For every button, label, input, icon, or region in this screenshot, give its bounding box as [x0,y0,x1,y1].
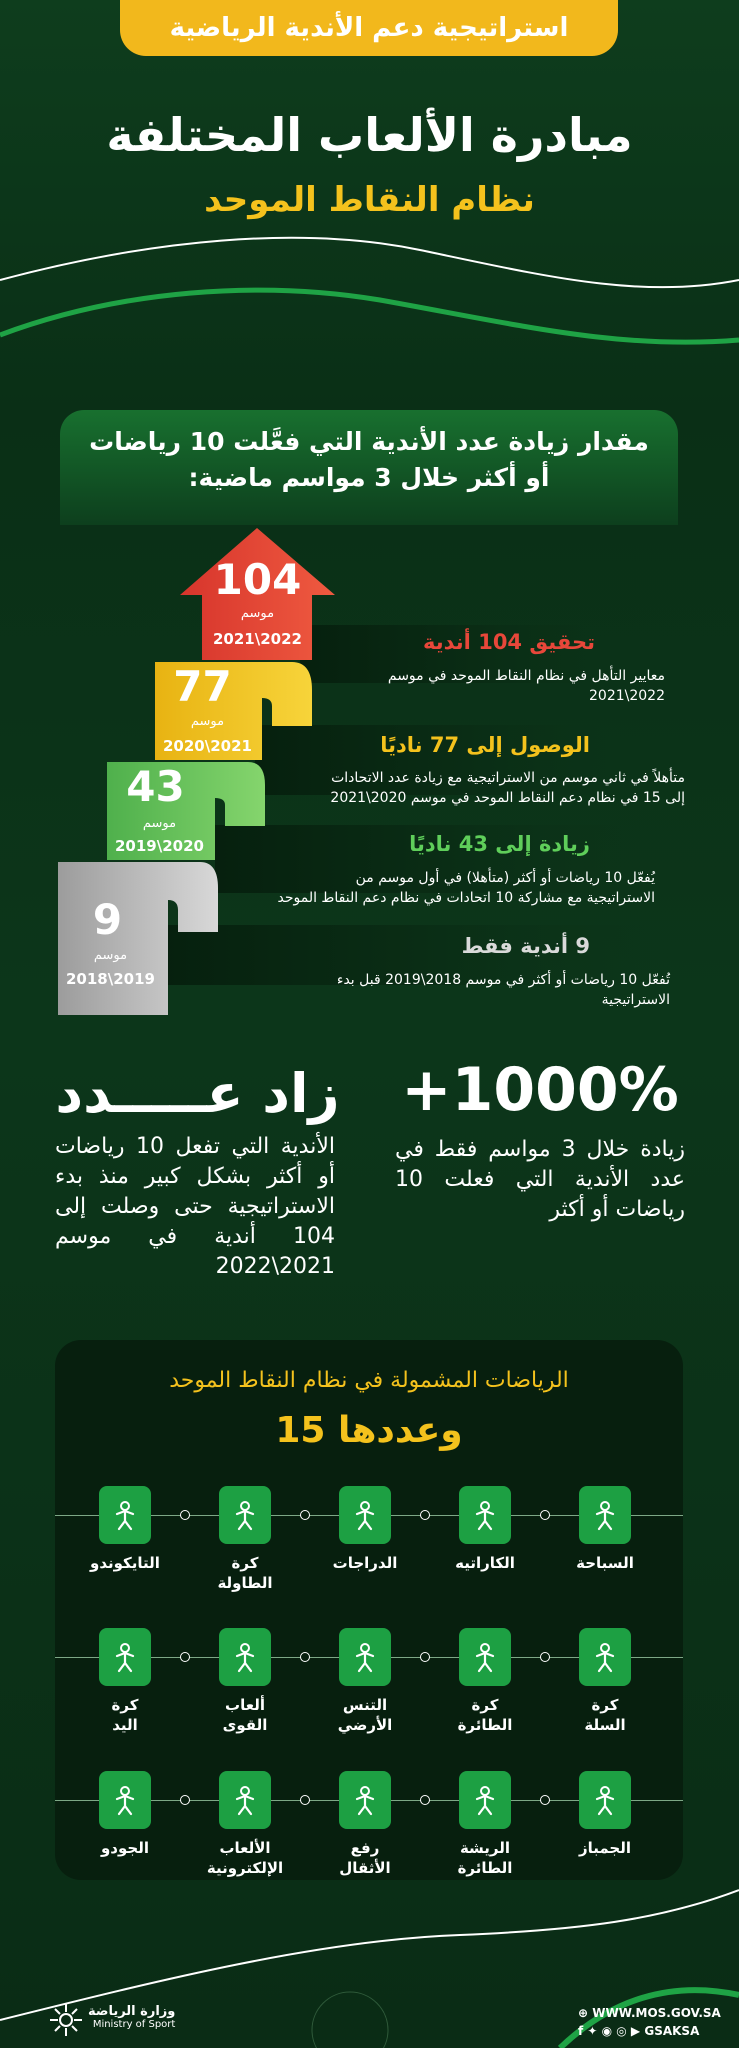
question-line-2: أو أكثر خلال 3 مواسم ماضية: [188,463,550,492]
sports-panel-title: الرياضات المشمولة في نظام النقاط الموحد [169,1368,569,1393]
website-url[interactable] [578,2006,721,2020]
ministry-logo-text [88,2005,175,2031]
growth-percentage: +1000% [401,1055,679,1125]
sports-row-dot [180,1510,190,1520]
sport-label-line2: الأرضي [337,1716,393,1734]
sport-label-line1: الألعاب [219,1839,271,1857]
social-handle-text: GSAKSA [644,2024,700,2038]
sports-row-dot [300,1652,310,1662]
sport-label-line2: الطائرة [457,1716,513,1734]
step-desc-77-line2: إلى 15 في نظام دعم النقاط الموحد في موسم 2020\2021 [330,790,685,806]
step-desc-43-line2: الاستراتيجية مع مشاركة 10 اتحادات في نظام دعم النقاط الموحد [277,890,655,906]
sports-row-dot [420,1510,430,1520]
ministry-name-en: Ministry of Sport [92,2019,176,2030]
step-title-9: 9 أندية فقط [461,934,590,958]
step-season-label-77: موسم [190,714,225,729]
step-desc-9-line2: الاستراتيجية [601,992,670,1008]
sport-label [430,1553,540,1573]
gymnastics-icon [579,1771,631,1829]
sports-row-dot [180,1652,190,1662]
sport-label-line1: السباحة [576,1554,634,1572]
sports-row-dot [300,1510,310,1520]
sport-label-line1: كرة [471,1696,499,1714]
sport-label-line2: القوى [222,1716,268,1734]
sport-label [310,1838,420,1878]
website-url-text: WWW.MOS.GOV.SA [592,2006,721,2020]
step-title-77: الوصول إلى 77 ناديًا [380,733,590,757]
cycling-icon [339,1486,391,1544]
sport-label-line1: الدراجات [332,1554,398,1572]
sport-label [190,1838,300,1878]
taekwondo-icon [99,1486,151,1544]
sports-count: وعددها 15 [275,1410,463,1451]
karate-icon [459,1486,511,1544]
step-season-label-43: موسم [142,816,177,831]
sport-label-line1: رفع [350,1839,380,1857]
page-subtitle: نظام النقاط الموحد [204,180,535,220]
badminton-icon [459,1771,511,1829]
step-value-104: 104 [213,555,302,604]
step-title-104: تحقيق 104 أندية [423,630,595,654]
strategy-banner [120,0,618,56]
sport-label-line1: كرة [231,1554,259,1572]
sport-label-line1: التايكوندو [90,1554,160,1572]
swimming-icon [579,1486,631,1544]
sport-label-line1: كرة [111,1696,139,1714]
sport-label-line2: الطائرة [457,1859,513,1877]
sport-label [550,1553,660,1573]
increase-description: الأندية التي تفعل 10 رياضات أو أكثر بشكل كبير منذ بدء الاستراتيجية حتى وصلت إلى 104 أندية في موسم 2021\2022 [55,1134,335,1279]
sport-label [70,1695,180,1735]
sport-label-line2: السلة [584,1716,626,1734]
step-season-9: 2019\2018 [66,970,155,988]
sport-label [190,1695,300,1735]
volleyball-icon [459,1628,511,1686]
sport-label-line2: الأثقال [339,1859,391,1877]
step-season-43: 2020\2019 [115,837,204,855]
sports-row-dot [300,1795,310,1805]
sports-row-dot [420,1795,430,1805]
step-desc-9-line1: تُفعّل 10 رياضات أو أكثر في موسم 2018\2019 قبل بدء [336,972,670,988]
step-desc-43-line1: يُفعّل 10 رياضات أو أكثر (متأهلا) في أول موسم من [355,870,655,886]
sport-label-line1: الجودو [100,1839,149,1857]
step-value-77: 77 [173,662,232,711]
page-title: مبادرة الألعاب المختلفة [106,108,633,162]
sport-label [70,1553,180,1573]
increase-heading: زاد عـــــدد [55,1062,340,1125]
sport-label-line2: الطاولة [217,1574,273,1592]
step-desc-104-line2: 2022\2021 [589,688,665,704]
sports-row-dot [420,1652,430,1662]
tennis-icon [339,1628,391,1686]
sport-label [310,1695,420,1735]
step-desc-77-line1: متأهلاً في ثاني موسم من الاستراتيجية مع زيادة عدد الاتحادات [331,770,685,786]
sport-label [190,1553,300,1593]
table-tennis-icon [219,1486,271,1544]
step-desc-9 [285,970,670,1010]
step-desc-104 [280,666,665,706]
judo-icon [99,1771,151,1829]
sport-label [70,1838,180,1858]
social-icons: f ✦ ◉ ◎ ▶ [578,2024,645,2038]
header-wave-decoration [0,220,739,360]
sport-label-line1: الكاراتيه [455,1554,515,1572]
sport-label-line1: كرة [591,1696,619,1714]
weightlifting-icon [339,1771,391,1829]
sport-label [430,1838,540,1878]
sport-label-line1: ألعاب [225,1696,265,1714]
athletics-icon [219,1628,271,1686]
sports-row-dot [540,1652,550,1662]
step-desc-43 [230,868,655,908]
sport-label [430,1695,540,1735]
ministry-name-ar: وزارة الرياضة [88,2004,176,2019]
ministry-logo-icon [48,2002,84,2038]
sport-label [550,1838,660,1858]
sport-label-line1: الريشة [459,1839,511,1857]
growth-description: زيادة خلال 3 مواسم فقط في عدد الأندية التي فعلت 10 رياضات أو أكثر [395,1137,685,1222]
sport-label-line2: اليد [112,1716,138,1734]
globe-icon: ⊕ [578,2006,593,2020]
banner-text: استراتيجية دعم الأندية الرياضية [169,13,569,43]
question-text [60,424,678,496]
basketball-icon [579,1628,631,1686]
handball-icon [99,1628,151,1686]
question-line-1: مقدار زيادة عدد الأندية التي فعَّلت 10 رياضات [89,427,649,456]
step-desc-77 [260,768,685,808]
step-season-label-9: موسم [93,948,128,963]
step-season-77: 2021\2020 [163,737,252,755]
step-title-43: زيادة إلى 43 ناديًا [409,832,590,856]
step-season-104: 2022\2021 [213,630,302,648]
sport-label [310,1553,420,1573]
sport-label-line2: الإلكترونية [206,1859,284,1877]
sport-label [550,1695,660,1735]
esports-icon [219,1771,271,1829]
sports-row-dot [180,1795,190,1805]
step-value-43: 43 [126,762,185,811]
step-value-9: 9 [92,895,123,944]
sport-label-line1: التنس [342,1696,388,1714]
sports-row-dot [540,1795,550,1805]
sports-row-dot [540,1510,550,1520]
step-desc-104-line1: معايير التأهل في نظام النقاط الموحد في موسم [387,668,665,684]
sport-label-line1: الجمباز [578,1839,632,1857]
social-handles[interactable] [578,2024,699,2038]
step-season-label-104: موسم [240,606,275,621]
